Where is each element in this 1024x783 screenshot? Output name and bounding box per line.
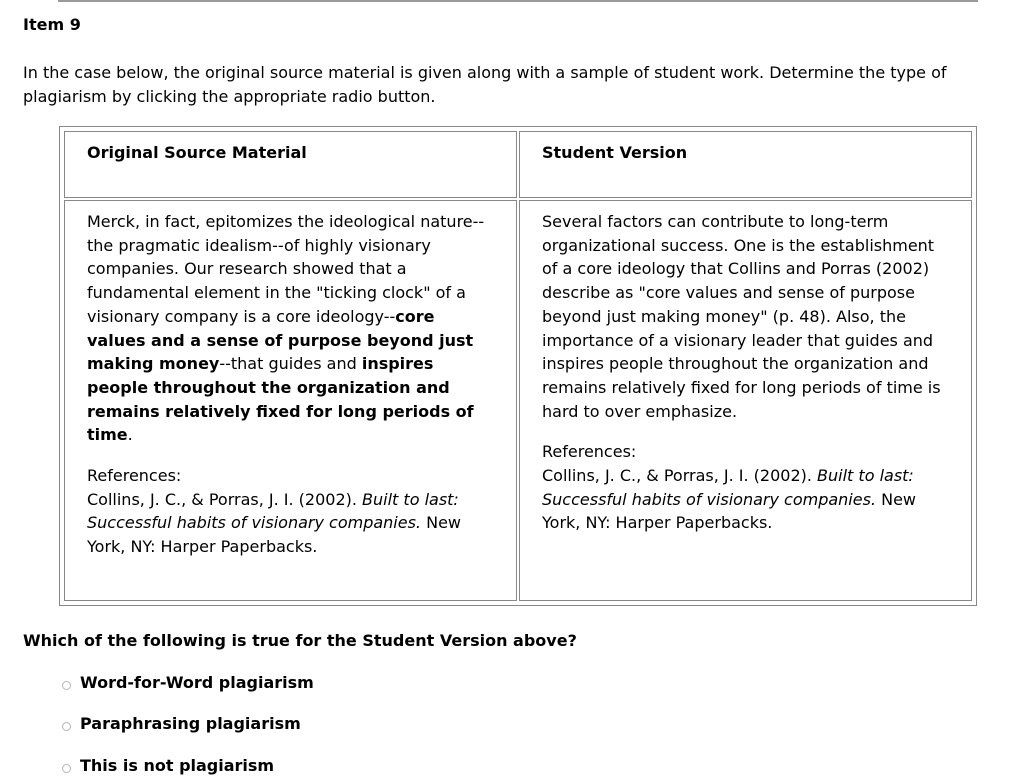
reference-book-title: Built to last: Successful habits of visionary companies. [542,466,914,509]
original-bold-part: core values and a sense of purpose beyond just making money [87,306,474,374]
student-header: Student Version [542,143,688,162]
student-references [542,440,951,535]
references-label: References: [87,466,182,486]
option-label: Paraphrasing plagiarism [80,714,301,733]
radio-button[interactable] [62,722,71,731]
original-passage [65,201,516,559]
original-text-part: Merck, in fact, epitomizes the ideological nature--the pragmatic idealism--of highly visionary companies. Our research showed that a fundamental element in the "ticking clock" of a visionary company is a core ideology-- [87,212,485,326]
reference-authors: Collins, J. C., & Porras, J. I. (2002). [87,489,363,509]
original-text-part: . [127,425,133,445]
reference-entry [87,488,496,559]
original-text-part: --that guides and [219,354,362,374]
original-content-cell [64,200,517,601]
option-word-for-word[interactable] [62,672,314,694]
case-table [59,126,977,606]
option-label: Word-for-Word plagiarism [80,673,314,692]
student-passage [520,201,971,535]
original-header: Original Source Material [87,143,307,162]
radio-button[interactable] [62,764,71,773]
student-text: Several factors can contribute to long-term organizational success. One is the establishment of a core ideology that Collins and Porras (2002) describe as "core values and sense of purpose beyond just making money" (p. 48). Also, the importance of a visionary leader that guides and inspires people throughout the organization and remains relatively fixed for long periods of time is hard to over emphasize. [542,212,941,421]
original-header-cell [64,131,517,198]
question-text: Which of the following is true for the Student Version above? [23,631,577,650]
reference-publisher: New York, NY: Harper Paperbacks. [87,513,461,557]
option-label: This is not plagiarism [80,756,275,775]
option-not-plagiarism[interactable] [62,755,274,777]
student-content-cell [519,200,972,601]
radio-button[interactable] [62,681,71,690]
reference-authors: Collins, J. C., & Porras, J. I. (2002). [542,466,818,486]
student-header-cell [519,131,972,198]
reference-entry [542,464,951,535]
instructions-text: In the case below, the original source material is given along with a sample of student work. Determine the type of plagiarism by clicking the appropriate radio button. [23,63,947,106]
reference-publisher: New York, NY: Harper Paperbacks. [542,489,916,533]
references-label: References: [542,442,637,462]
option-paraphrasing[interactable] [62,713,301,735]
top-divider [58,0,978,2]
item-title: Item 9 [23,15,81,34]
original-bold-part: inspires people throughout the organization and remains relatively fixed for long periods of time [87,354,474,445]
original-references [87,464,496,559]
reference-book-title: Built to last: Successful habits of visionary companies. [87,489,459,533]
